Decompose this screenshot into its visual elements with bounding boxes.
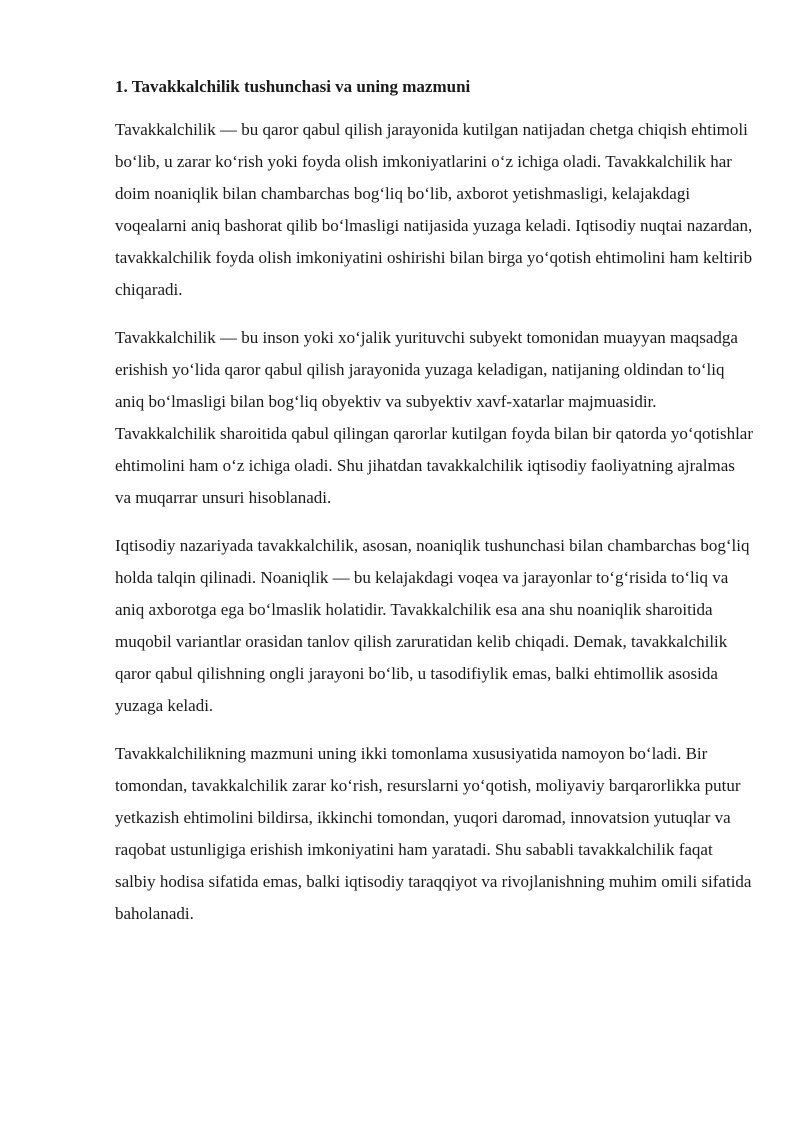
paragraph-dual-nature: Tavakkalchilikning mazmuni uning ikki tomonlama xususiyatida namoyon bo‘ladi. Bir tomondan, tavakkalchilik zarar ko‘rish, resurslarni yo‘qotish, moliyaviy barqarorlikka putur yetkazish ehtimolini bildirsa, ikkinchi tomondan, yuqori daromad, innovatsion yutuqlar va raqobat ustunligiga erishish imkoniyatini ham yaratadi. Shu sababli tavakkalchilik faqat salbiy hodisa sifatida emas, balki iqtisodiy taraqqiyot va rivojlanishning muhim omili sifatida baholanadi. — [115, 744, 752, 923]
paragraph-definition: Tavakkalchilik — bu qaror qabul qilish jarayonida kutilgan natijadan chetga chiqish ehtimoli bo‘lib, u zarar ko‘rish yoki foyda olish imkoniyatlarini o‘z ichiga oladi. Tavakkalchilik har doim noaniqlik bilan chambarchas bog‘liq bo‘lib, axborot yetishmasligi, kelajakdagi voqealarni aniq bashorat qilib bo‘lmasligi natijasida yuzaga keladi. Iqtisodiy nuqtai nazardan, tavakkalchilik foyda olish imkoniyatini oshirishi bilan birga yo‘qotish ehtimolini ham keltirib chiqaradi. — [115, 120, 753, 299]
section-heading: 1. Tavakkalchilik tushunchasi va uning mazmuni — [115, 77, 471, 96]
paragraph-uncertainty: Iqtisodiy nazariyada tavakkalchilik, asosan, noaniqlik tushunchasi bilan chambarchas bog‘liq holda talqin qilinadi. Noaniqlik — bu kelajakdagi voqea va jarayonlar to‘g‘risida to‘liq va aniq axborotga ega bo‘lmaslik holatidir. Tavakkalchilik esa ana shu noaniqlik sharoitida muqobil variantlar orasidan tanlov qilish zaruratidan kelib chiqadi. Demak, tavakkalchilik qaror qabul qilishning ongli jarayoni bo‘lib, u tasodifiylik emas, balki ehtimollik asosida yuzaga keladi. — [115, 536, 750, 715]
paragraph-risk-components: Tavakkalchilik — bu inson yoki xo‘jalik yurituvchi subyekt tomonidan muayyan maqsadga erishish yo‘lida qaror qabul qilish jarayonida yuzaga keladigan, natijaning oldindan to‘liq aniq bo‘lmasligi bilan bog‘liq obyektiv va subyektiv xavf-xatarlar majmuasidir. Tavakkalchilik sharoitida qabul qilingan qarorlar kutilgan foyda bilan bir qatorda yo‘qotishlar ehtimolini ham o‘z ichiga oladi. Shu jihatdan tavakkalchilik iqtisodiy faoliyatning ajralmas va muqarrar unsuri hisoblanadi. — [115, 328, 754, 507]
document-body — [115, 76, 755, 946]
